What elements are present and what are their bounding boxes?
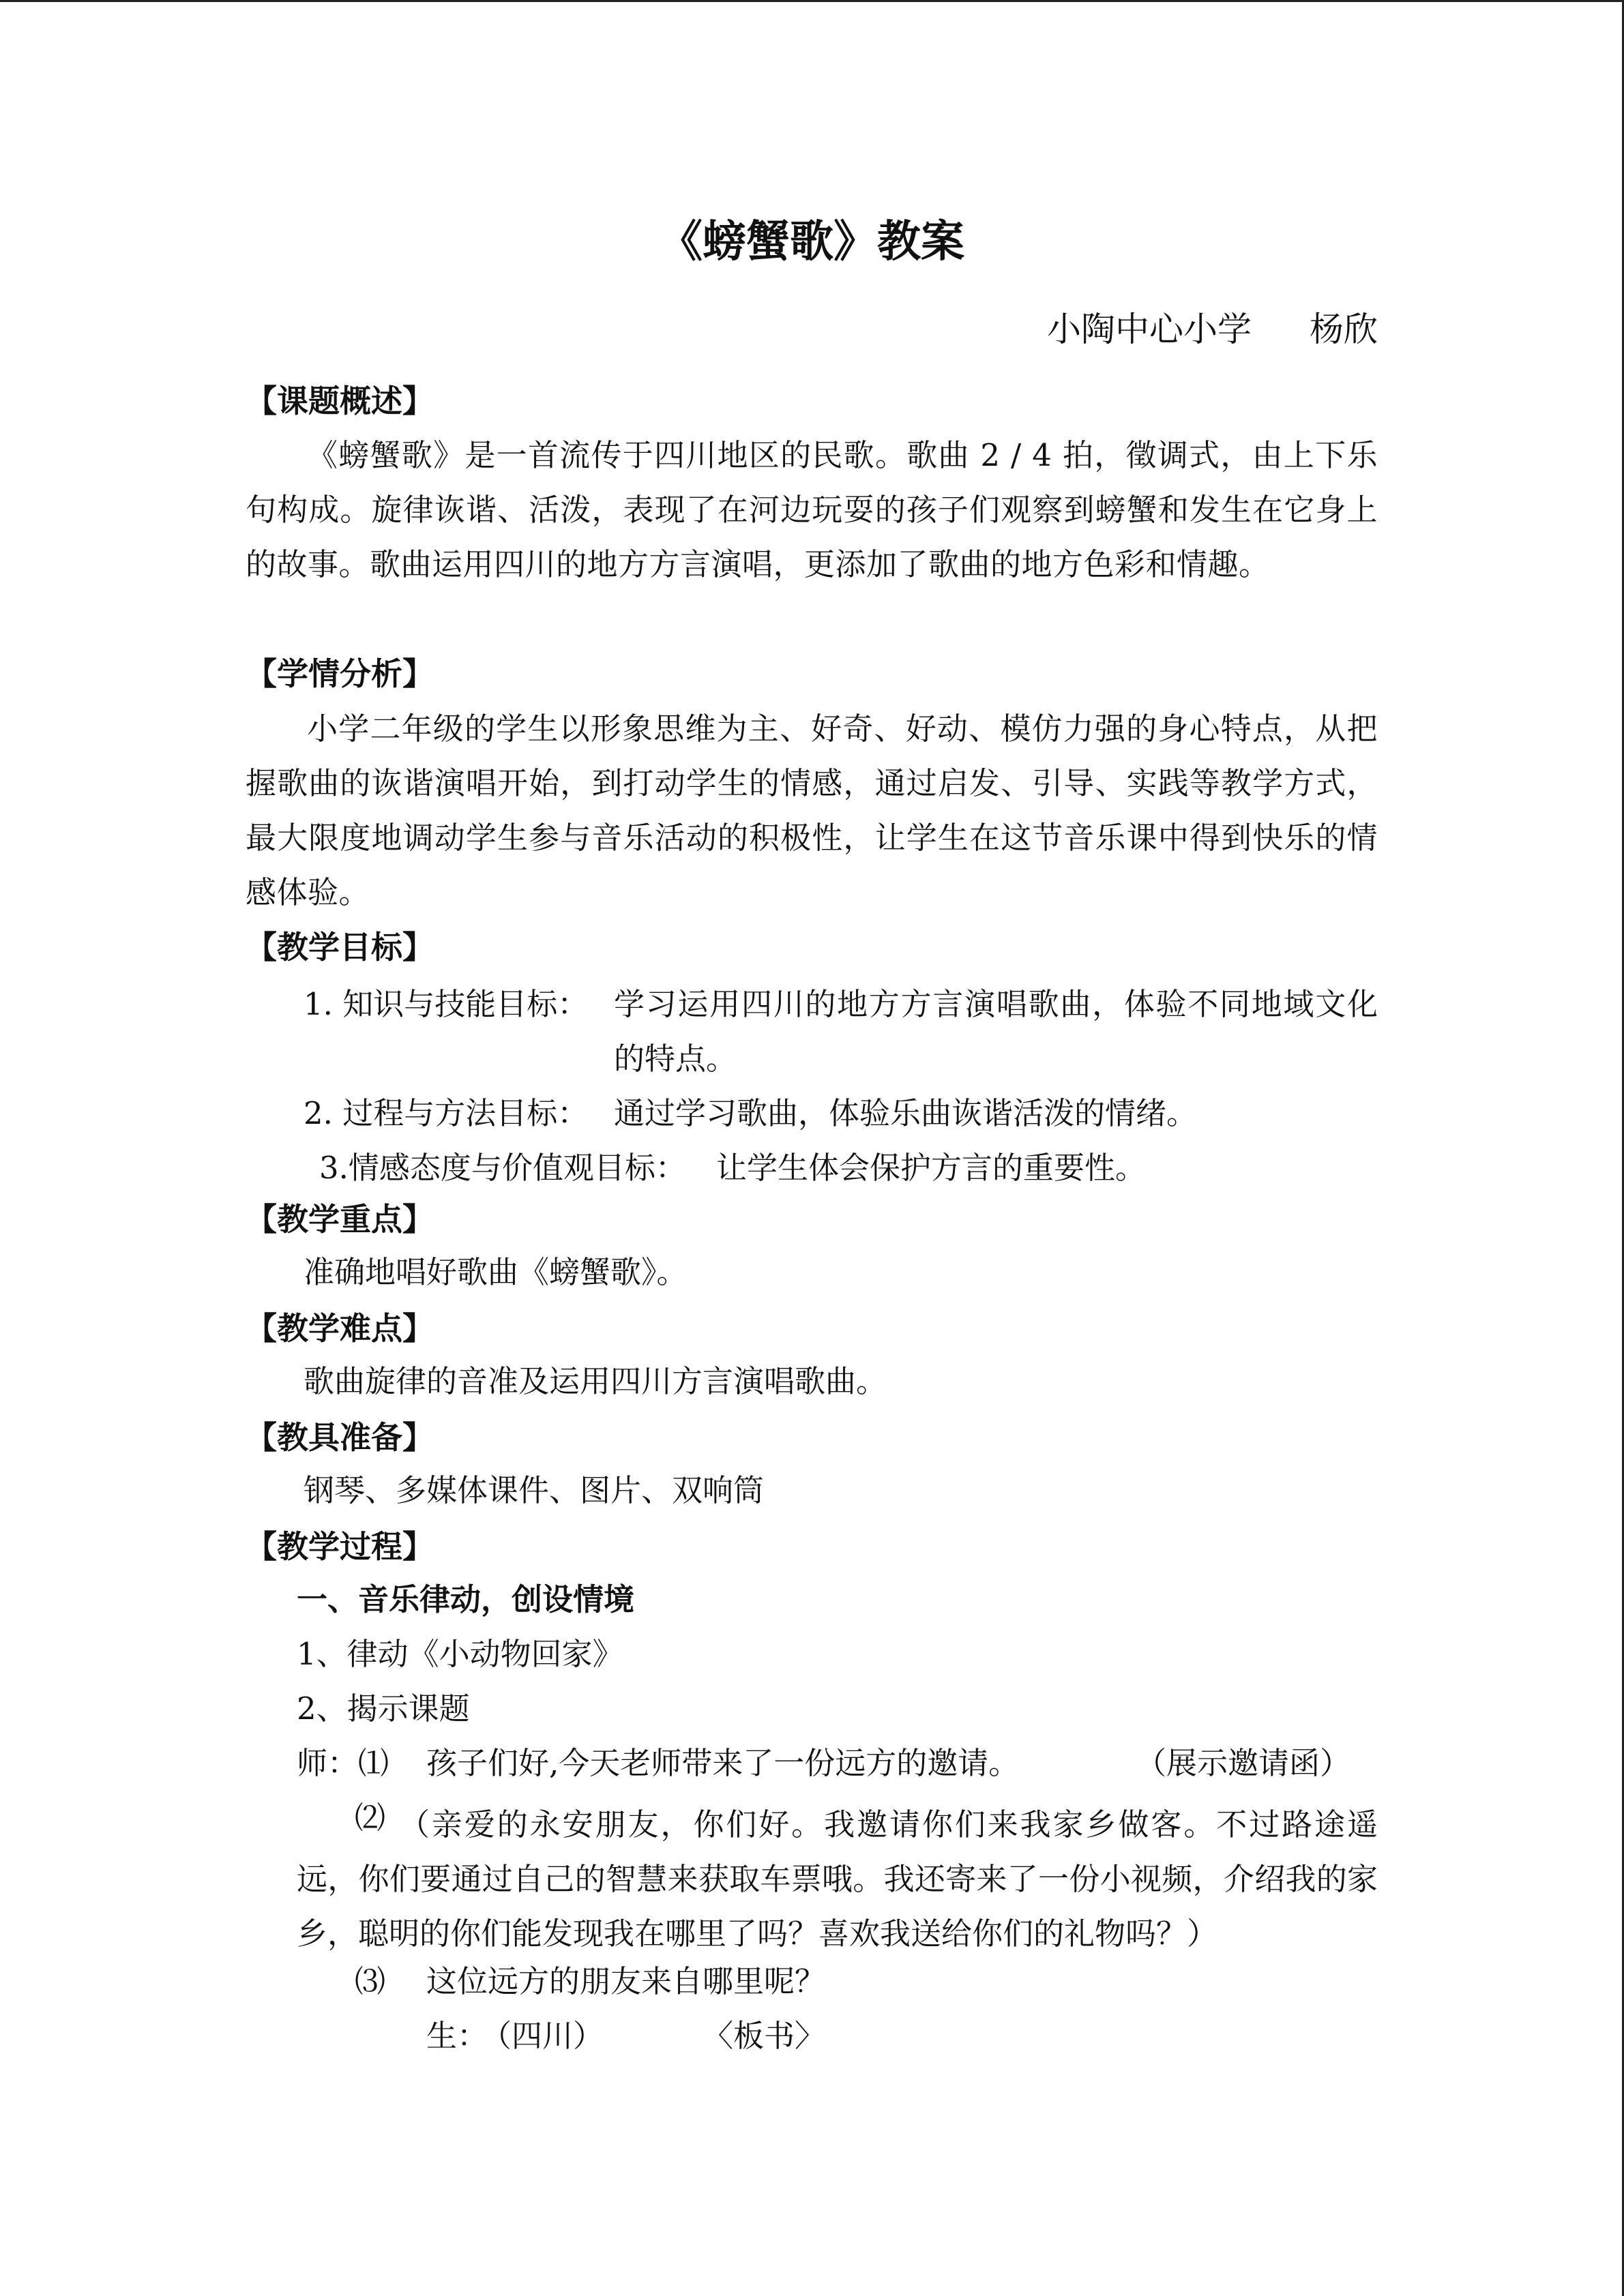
teacher-line-1: 孩子们好,今天老师带来了一份远方的邀请。 [426, 1745, 1020, 1781]
goal-item-2-label: 2. 过程与方法目标： [304, 1095, 589, 1131]
item-2-label: ⑵ [355, 1800, 386, 1836]
overview-heading: 【课题概述】 [246, 383, 434, 419]
board-note: 〈板书〉 [703, 2018, 826, 2054]
process-step-1: 1、律动《小动物回家》 [297, 1636, 623, 1672]
goals-heading: 【教学目标】 [246, 929, 434, 966]
item-2-text: （亲爱的永安朋友，你们好。我邀请你们来我家乡做客。不过路途遥远，你们要通过自己的智慧来获取车票哦。我还寄来了一份小视频，介绍我的家乡，聪明的你们能发现我在哪里了吗？喜欢我送给你们的礼物吗？） [297, 1806, 1378, 1952]
student-answer: （四川） [481, 2018, 604, 2054]
process-heading: 【教学过程】 [246, 1528, 434, 1565]
school-name: 小陶中心小学 [1047, 310, 1252, 349]
difficulty-heading: 【教学难点】 [246, 1310, 434, 1347]
author-name: 杨欣 [1310, 310, 1378, 349]
teacher-label: 师：⑴ [297, 1745, 389, 1781]
overview-text: 《螃蟹歌》是一首流传于四川地区的民歌。歌曲 2 / 4 拍，徵调式，由上下乐句构成。旋律诙谐、活泼，表现了在河边玩耍的孩子们观察到螃蟹和发生在它身上的故事。歌曲运用四川的地方方言演唱，更添加了歌曲的地方色彩和情趣。 [246, 437, 1378, 582]
process-step-2: 2、揭示课题 [297, 1690, 470, 1727]
goal-item-3-text: 让学生体会保护方言的重要性。 [716, 1150, 1147, 1186]
student-label: 生： [426, 2018, 488, 2054]
materials-text: 钢琴、多媒体课件、图片、双响筒 [304, 1472, 765, 1508]
process-part1-title: 一、音乐律动，创设情境 [297, 1581, 635, 1617]
item-3-text: 这位远方的朋友来自哪里呢？ [426, 1963, 826, 1999]
goal-item-2-text: 通过学习歌曲，体验乐曲诙谐活泼的情绪。 [614, 1095, 1198, 1131]
item-3-label: ⑶ [355, 1963, 386, 1999]
author-line [1047, 305, 1378, 353]
teacher-note-1: （展示邀请函） [1136, 1745, 1351, 1781]
key-point-text: 准确地唱好歌曲《螃蟹歌》。 [304, 1254, 688, 1290]
analysis-heading: 【学情分析】 [246, 655, 434, 692]
goal-item-1-text: 学习运用四川的地方方言演唱歌曲，体验不同地域文化的特点。 [614, 986, 1378, 1077]
key-point-heading: 【教学重点】 [246, 1201, 434, 1238]
analysis-text: 小学二年级的学生以形象思维为主、好奇、好动、模仿力强的身心特点，从把握歌曲的诙谐演唱开始，到打动学生的情感，通过启发、引导、实践等教学方式，最大限度地调动学生参与音乐活动的积极性，让学生在这节音乐课中得到快乐的情感体验。 [246, 711, 1378, 910]
goal-item-3-label: 3.情感态度与价值观目标： [319, 1150, 686, 1186]
difficulty-text: 歌曲旋律的音准及运用四川方言演唱歌曲。 [304, 1363, 887, 1399]
document-title: 《螃蟹歌》教案 [659, 217, 964, 267]
materials-heading: 【教具准备】 [246, 1419, 434, 1456]
goal-item-1-label: 1. 知识与技能目标： [304, 986, 589, 1022]
